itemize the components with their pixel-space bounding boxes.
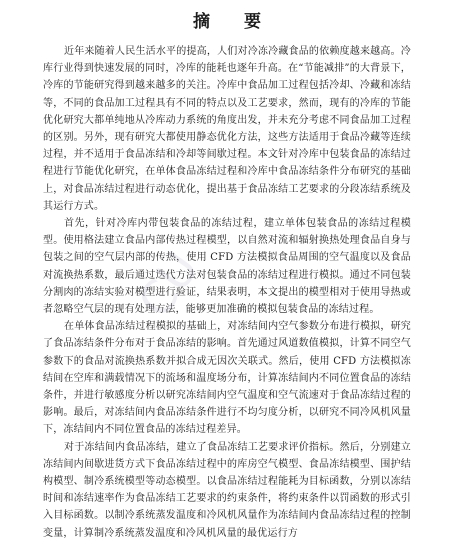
paragraph-2: 首先，针对冷库内带包装食品的冻结过程，建立单体包装食品的冻结过程模型。使用格法建立食品内部传热过程模型，以自然对流和辐射换热处理食品自身与包装之间的空气层内部的传热，使用 CFD 方法模拟食品周围的空气温度以及食品对流换热系数，最后通过迭代方法对包装食品的冻结过程进行模拟。通过不同包装分割肉的冻结实验对模型进行验证，结果表明，本文提出的模型相对于使用导热或者忽略空气层的现有处理方法，能够更加准确的模拟包装食品的冻结过程。 <box>43 218 411 316</box>
document-page <box>43 12 411 542</box>
paragraph-1: 近年来随着人民生活水平的提高，人们对冷冻冷藏食品的依赖度越来越高。冷库行业得到快速发展的同时，冷库的能耗也逐年升高。在“节能减排”的大背景下，冷库的节能研究得到越来越多的关注。冷库中食品加工过程包括冷却、冷藏和冻结等，不同的食品加工过程具有不同的特点以及工艺要求，然而，现有的冷库的节能优化研究大都单纯地从冷库动力系统的角度出发，并未充分考虑不同食品加工过程的区别。另外，现有研究大都使用静态优化方法，这些方法适用于食品冷藏等连续过程，并不适用于食品冻结和冷却等间歇过程。本文针对冷库中包装食品的冻结过程进行节能优化研究，在单体食品冻结过程和冷库中食品冻结条件分布研究的基础上，对食品冻结过程进行动态优化，提出基于食品冻结工艺要求的分段冻结系统及其运行方式。 <box>43 46 411 212</box>
watermark: CU <box>127 242 210 328</box>
paragraph-3: 在单体食品冻结过程模拟的基础上，对冻结间内空气参数分布进行模拟，研究了食品冻结条件分布对于食品冻结的影响。首先通过风道数值模拟，计算不同空气参数下的食品对流换热系数并拟合成无因次关联式。然后，使用 CFD 方法模拟冻结间在空库和满载情况下的流场和温度场分布，计算冻结间内不同位置食品的冻结条件，并进行敏感度分析以研究冻结间内空气温度和空气流速对于食品冻结过程的影响。最后，对冻结间内食品冻结条件进行不均匀度分析，以研究不同冷风机风量下，冻结间内不同位置食品的冻结过程差异。 <box>43 321 411 436</box>
page-title: 摘 要 <box>193 12 275 32</box>
paragraph-4: 对于冻结间内食品冻结，建立了食品冻结工艺要求评价指标。然后，分别建立冻结间内间歇进货方式下食品冻结过程中的库房空气模型、食品冻结模型、围护结构模型、制冷系统模型等动态模型。以食品冻结过程能耗为目标函数，分别以冻结时间和冻结速率作为食品冻结工艺要求的约束条件，将约束条件以罚函数的形式引入目标函数。以制冷系统蒸发温度和冷风机风量作为冻结间内食品冻结过程的控制变量，计算制冷系统蒸发温度和冷风机风量的最优运行方 <box>43 441 411 539</box>
